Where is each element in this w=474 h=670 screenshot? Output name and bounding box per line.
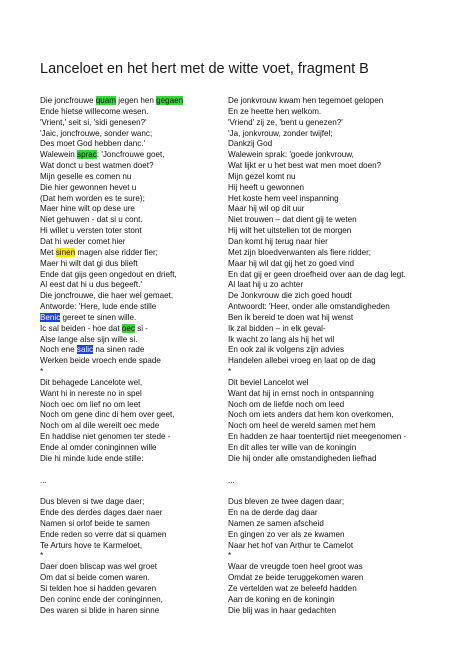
verse-line bbox=[40, 454, 220, 465]
translation-line: En na de derde dag daar bbox=[228, 508, 318, 518]
highlighted-word: quam bbox=[95, 96, 117, 105]
translation-line: Mijn gezel komt nu bbox=[228, 171, 296, 181]
document-title: Lanceloet en het hert met de witte voet, fragment B bbox=[40, 61, 369, 77]
verse-line bbox=[40, 389, 220, 400]
highlighted-word: Benic bbox=[40, 312, 61, 322]
translation-line: ... bbox=[228, 475, 235, 485]
verse-text: Om dat si beide comen waren. bbox=[40, 573, 150, 583]
verse-text: Si telden hoe si hadden gevaren bbox=[40, 583, 157, 593]
verse-text: Maer hi wilt dat gi dus blieft bbox=[40, 258, 138, 268]
translation-line: * bbox=[228, 367, 232, 377]
verse-text: Ende dat gijs geen ongedout en drieft, bbox=[40, 269, 177, 279]
verse-line bbox=[40, 259, 220, 270]
translation-line: Naar het hof van Arthur te Camelot bbox=[228, 540, 354, 550]
translation-line: Niet trouwen – dat dient gij te weten bbox=[228, 215, 357, 225]
verse-text: magen alse ridder fier; bbox=[75, 247, 158, 257]
translation-line: Met zijn bloedverwanten als fiere ridder; bbox=[228, 247, 372, 257]
verse-line bbox=[40, 96, 220, 107]
translation-line bbox=[228, 465, 438, 476]
verse-text: Namen si orlof beide te samen bbox=[40, 518, 150, 528]
highlighted-word: oec bbox=[121, 323, 135, 333]
verse-text: : 'Joncfrouwe goet, bbox=[96, 150, 165, 160]
translation-line: Ik wacht zo lang als hij het wil bbox=[228, 334, 335, 344]
verse-text: Des moet God hebben danc.' bbox=[40, 139, 146, 149]
verse-line bbox=[40, 313, 220, 324]
verse-text: si - bbox=[134, 323, 148, 333]
translation-line: En ze heette hen welkom. bbox=[228, 106, 322, 116]
translation-line: Ze vertelden wat ze beleefd hadden bbox=[228, 583, 357, 593]
verse-line bbox=[40, 302, 220, 313]
verse-line bbox=[40, 150, 220, 161]
translation-line: Dit beviel Lancelot wel bbox=[228, 377, 309, 387]
verse-line bbox=[40, 421, 220, 432]
verse-line bbox=[40, 161, 220, 172]
translation-line: Die hij onder alle omstandigheden liefhad bbox=[228, 453, 377, 463]
translation-column bbox=[228, 96, 438, 617]
verse-line bbox=[40, 410, 220, 421]
verse-text: Want hi in nereste no in spel bbox=[40, 388, 142, 398]
verse-text: Dat hi weder comet hier bbox=[40, 236, 126, 246]
translation-line: Hij wilt het uitstellen tot de morgen bbox=[228, 226, 352, 236]
verse-line bbox=[40, 118, 220, 129]
verse-text: ... bbox=[40, 475, 47, 485]
verse-line bbox=[40, 378, 220, 389]
verse-line bbox=[40, 443, 220, 454]
translation-line: * bbox=[228, 551, 232, 561]
verse-line bbox=[40, 107, 220, 118]
verse-line bbox=[40, 129, 220, 140]
verse-line bbox=[40, 367, 220, 378]
verse-text: * bbox=[40, 367, 44, 377]
translation-line: Want dat hij in ernst noch in ontspanning bbox=[228, 388, 374, 398]
verse-line bbox=[40, 183, 220, 194]
verse-text: Die joncfrouwe bbox=[40, 96, 96, 105]
verse-line bbox=[40, 584, 220, 595]
verse-line bbox=[40, 280, 220, 291]
verse-text: Maer hine wilt op dese ure bbox=[40, 204, 135, 214]
verse-text: Den coninc ende der coninginnen, bbox=[40, 594, 163, 604]
verse-text: Ende des derdes dages daer naer bbox=[40, 508, 163, 518]
verse-text: Ende reden so verre dat si quamen bbox=[40, 529, 167, 539]
verse-text: Des waren si blide in haren sinne bbox=[40, 605, 160, 615]
verse-line bbox=[40, 335, 220, 346]
highlighted-word: sprac bbox=[77, 150, 97, 160]
verse-text: na sinen rade bbox=[93, 345, 145, 355]
verse-text: Hi willet u versten toter stont bbox=[40, 226, 142, 236]
verse-line bbox=[40, 519, 220, 530]
verse-text: Te Arturs hove te Karmeloet, bbox=[40, 540, 143, 550]
verse-text: Noch om al dile wereilt oec mede bbox=[40, 421, 160, 431]
verse-text: Daer doen bliscap was wel groet bbox=[40, 562, 157, 572]
verse-text: Ic sal beiden - hoe dat bbox=[40, 323, 122, 333]
verse-text: 'Jaic, joncfrouwe, sonder wanc; bbox=[40, 128, 153, 138]
verse-text: Die joncfrouwe, die haer wel gemaet, bbox=[40, 291, 174, 301]
verse-text: Noch ene bbox=[40, 345, 77, 355]
verse-text: Niet gehuwen - dat si u cont. bbox=[40, 215, 143, 225]
verse-line bbox=[40, 291, 220, 302]
verse-line bbox=[40, 551, 220, 562]
verse-line bbox=[40, 204, 220, 215]
verse-line bbox=[40, 215, 220, 226]
verse-text: (Dat hem worden es te sure); bbox=[40, 193, 145, 203]
translation-line: Aan de koning en de koningin bbox=[228, 594, 335, 604]
verse-text: Die hier gewonnen hevet u bbox=[40, 182, 137, 192]
translation-line: 'Vriend' zij ze, 'bent u genezen?' bbox=[228, 117, 343, 127]
translation-line: Ben ik bereid te doen wat hij wenst bbox=[228, 312, 354, 322]
translation-line: Die blij was in haar gedachten bbox=[228, 605, 336, 615]
verse-text: Al eest dat hi u dus begeeft.' bbox=[40, 280, 142, 290]
translation-line: Noch om de liefde noch om leed bbox=[228, 399, 345, 409]
verse-line bbox=[40, 562, 220, 573]
verse-text: Walewein bbox=[40, 150, 78, 160]
verse-text: Antworde: 'Here, lude ende stille bbox=[40, 302, 157, 312]
verse-text: Dit behagede Lancelote wel, bbox=[40, 377, 143, 387]
verse-line bbox=[40, 248, 220, 259]
verse-line bbox=[40, 400, 220, 411]
translation-line: Dan komt hij terug naar hier bbox=[228, 236, 328, 246]
verse-text: Wat donct u best watmen doet? bbox=[40, 161, 154, 171]
verse-line bbox=[40, 432, 220, 443]
translation-line: Dankzij God bbox=[228, 139, 273, 149]
translation-line: En gingen zo ver als ze kwamen bbox=[228, 529, 345, 539]
translation-line: Noch om heel de wereld samen met hem bbox=[228, 421, 376, 431]
translation-line: Noch om iets anders dat hem kon overkomen, bbox=[228, 410, 394, 420]
verse-text: 'Vrient,' seit si, 'sidi genesen?' bbox=[40, 117, 147, 127]
verse-line bbox=[40, 606, 220, 617]
highlighted-word: salic bbox=[76, 345, 94, 355]
verse-line bbox=[40, 194, 220, 205]
translation-line: Het koste hem veel inspanning bbox=[228, 193, 339, 203]
verse-text: Noch oec om lief no om leet bbox=[40, 399, 141, 409]
translation-line: De Jonkvrouw die zich goed houdt bbox=[228, 291, 352, 301]
translation-line: Wat lijkt er u het best wat men moet doen? bbox=[228, 161, 382, 171]
verse-text: Dus bleven si twe dage daer; bbox=[40, 497, 145, 507]
verse-line bbox=[40, 486, 220, 497]
highlighted-word: sinen bbox=[55, 247, 76, 257]
verse-text: Met bbox=[40, 247, 56, 257]
verse-line bbox=[40, 497, 220, 508]
verse-line bbox=[40, 476, 220, 487]
verse-text: Die hi minde lude ende stille: bbox=[40, 453, 144, 463]
translation-line: Namen ze samen afscheid bbox=[228, 518, 324, 528]
verse-text: gereet te sinen wille. bbox=[60, 312, 137, 322]
verse-text: jegen hen bbox=[116, 96, 157, 105]
verse-line bbox=[40, 172, 220, 183]
verse-line bbox=[40, 530, 220, 541]
translation-line: En hadden ze haar toentertijd niet meegenomen - bbox=[228, 432, 407, 442]
verse-text: * bbox=[40, 551, 44, 561]
verse-line bbox=[40, 226, 220, 237]
verse-text: Ende hietse willecome wesen. bbox=[40, 106, 149, 116]
translation-line: Maar hij wil dat gij het zo goed vind bbox=[228, 258, 354, 268]
verse-line bbox=[40, 139, 220, 150]
highlighted-word: gegaen bbox=[156, 96, 184, 105]
translation-line: Walewein sprak: 'goede jonkvrouw, bbox=[228, 150, 354, 160]
translation-line: Ik zal bidden – in elk geval- bbox=[228, 323, 326, 333]
translation-line: Dus bleven ze twee dagen daar; bbox=[228, 497, 345, 507]
translation-line: En dat gij er geen droefheid over aan de dag legt. bbox=[228, 269, 406, 279]
translation-line: Al laat hij u zo achter bbox=[228, 280, 304, 290]
verse-line bbox=[40, 508, 220, 519]
verse-line bbox=[40, 324, 220, 335]
verse-line bbox=[40, 270, 220, 281]
verse-line bbox=[40, 573, 220, 584]
verse-text: Noch om gene dinc di hem over geet, bbox=[40, 410, 175, 420]
translation-line: Maar hij wil op dit uur bbox=[228, 204, 305, 214]
translation-line: Waar de vreugde toen heel groot was bbox=[228, 562, 363, 572]
translation-line: Omdat ze beide teruggekomen waren bbox=[228, 573, 364, 583]
verse-text: En haddise niet genomen ter stede - bbox=[40, 432, 171, 442]
verse-line bbox=[40, 541, 220, 552]
translation-line: 'Ja, jonkvrouw, zonder twijfel; bbox=[228, 128, 333, 138]
verse-line bbox=[40, 356, 220, 367]
verse-line bbox=[40, 237, 220, 248]
translation-line: Antwoordt: 'Heer, onder alle omstandigheden bbox=[228, 302, 390, 312]
translation-line: Handelen allebei vroeg en laat op de dag bbox=[228, 356, 376, 366]
original-text-column bbox=[40, 96, 220, 617]
translation-line: En ook zal ik volgens zijn advies bbox=[228, 345, 345, 355]
verse-line bbox=[40, 345, 220, 356]
translation-line bbox=[228, 486, 438, 497]
translation-line: En dit alles ter wille van de koningin bbox=[228, 443, 357, 452]
verse-text: Ende al omder coninginnen wille bbox=[40, 443, 157, 452]
translation-line: Hij heeft u gewonnen bbox=[228, 182, 305, 192]
translation-line: De jonkvrouw kwam hen tegemoet gelopen bbox=[228, 96, 384, 105]
verse-line bbox=[40, 595, 220, 606]
verse-text: Mijn geselle es comen nu bbox=[40, 171, 132, 181]
verse-text: Alse lange alse sijn wille si. bbox=[40, 334, 138, 344]
verse-text: Werken beide vroech ende spade bbox=[40, 356, 161, 366]
verse-line bbox=[40, 465, 220, 476]
